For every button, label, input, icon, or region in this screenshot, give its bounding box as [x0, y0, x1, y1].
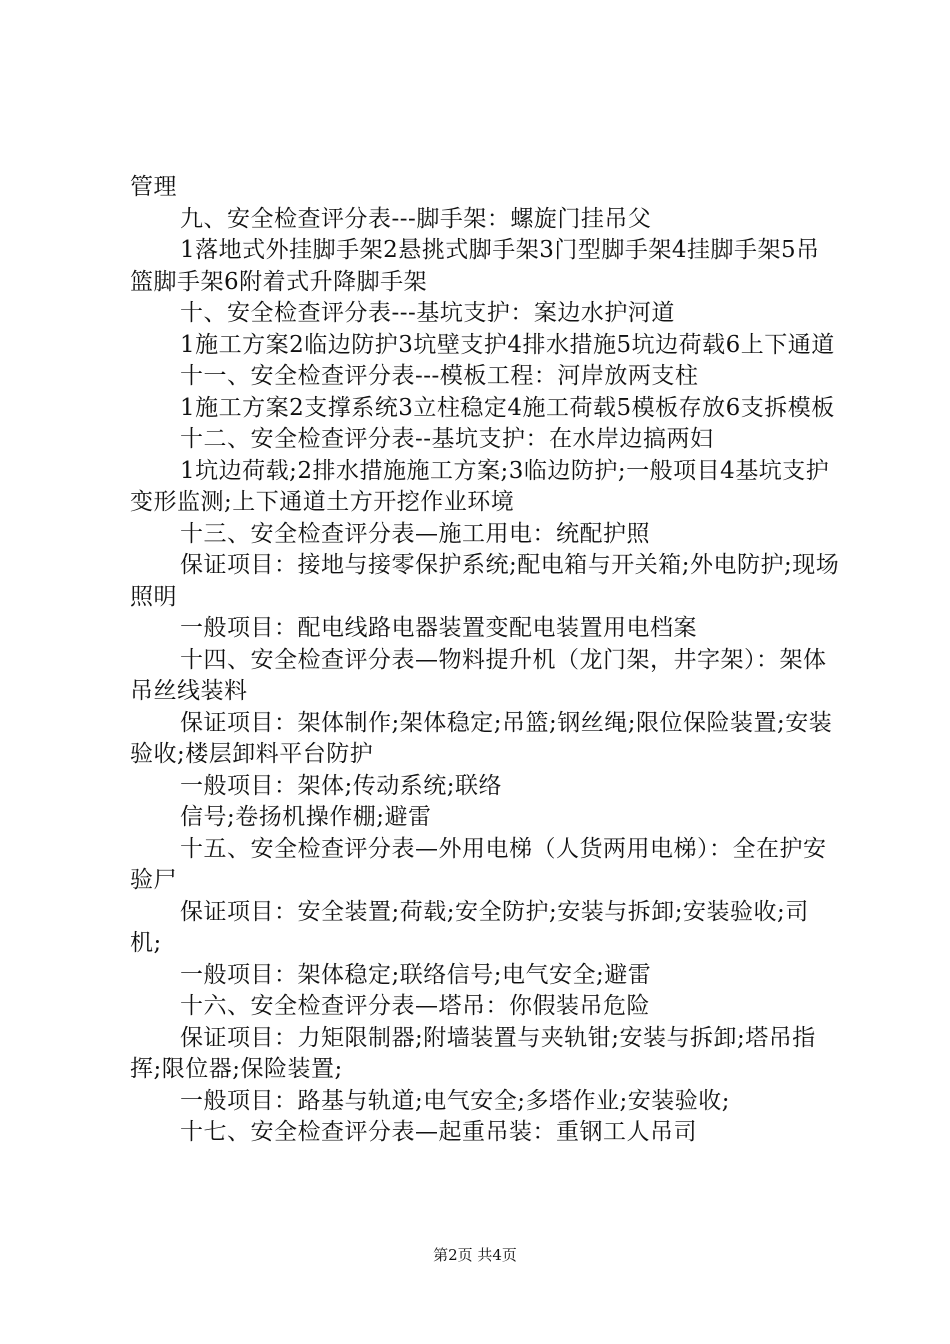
section-items-9: 1落地式外挂脚手架2悬挑式脚手架3门型脚手架4挂脚手架5吊篮脚手架6附着式升降脚手架: [130, 237, 820, 295]
section-general-15: 一般项目：架体稳定;联络信号;电气安全;避雷: [180, 961, 652, 988]
section-heading-13: 十三、安全检查评分表—施工用电：统配护照: [180, 520, 650, 547]
document-body: [130, 172, 840, 1149]
section-guarantee-15: 保证项目：安全装置;荷载;安全防护;安装与拆卸;安装验收;司机;: [130, 898, 809, 956]
section-items-10: 1施工方案2临边防护3坑壁支护4排水措施5坑边荷载6上下通道: [180, 331, 835, 358]
section-heading-17: 十七、安全检查评分表—起重吊装：重钢工人吊司: [180, 1119, 697, 1145]
section-general-13: 一般项目：配电线路电器装置变配电装置用电档案: [180, 615, 697, 641]
section-heading-9: 九、安全检查评分表---脚手架：螺旋门挂吊父: [180, 205, 652, 232]
section-items-12: 1坑边荷载;2排水措施施工方案;3临边防护;一般项目4基坑支护变形监测;上下通道土方开挖作业环境: [130, 457, 830, 515]
section-heading-12: 十二、安全检查评分表--基坑支护：在水岸边搞两妇: [180, 426, 714, 452]
page-number-footer: 第2页 共4页: [433, 1246, 517, 1264]
section-general-14: 一般项目：架体;传动系统;联络: [180, 772, 502, 799]
section-general-14-cont: 信号;卷扬机操作棚;避雷: [180, 804, 432, 830]
section-heading-10: 十、安全检查评分表---基坑支护：案边水护河道: [180, 300, 675, 326]
section-heading-11: 十一、安全检查评分表---模板工程：河岸放两支柱: [180, 363, 699, 389]
section-heading-16: 十六、安全检查评分表—塔吊：你假装吊危险: [180, 993, 650, 1019]
section-items-11: 1施工方案2支撑系统3立柱稳定4施工荷载5模板存放6支拆模板: [180, 394, 835, 421]
section-heading-15: 十五、安全检查评分表—外用电梯（人货两用电梯）：全在护安验尸: [130, 835, 827, 893]
section-heading-14: 十四、安全检查评分表—物料提升机（龙门架，井字架）：架体吊丝线装料: [130, 646, 827, 704]
section-guarantee-14: 保证项目：架体制作;架体稳定;吊篮;钢丝绳;限位保险装置;安装验收;楼层卸料平台防护: [130, 709, 833, 767]
section-guarantee-13: 保证项目：接地与接零保护系统;配电箱与开关箱;外电防护;现场照明: [130, 552, 840, 610]
section-general-16: 一般项目：路基与轨道;电气安全;多塔作业;安装验收;: [180, 1087, 730, 1114]
paragraph-continuation: 管理: [130, 174, 177, 200]
section-guarantee-16: 保证项目：力矩限制器;附墙装置与夹轨钳;安装与拆卸;塔吊指挥;限位器;保险装置;: [130, 1024, 816, 1082]
